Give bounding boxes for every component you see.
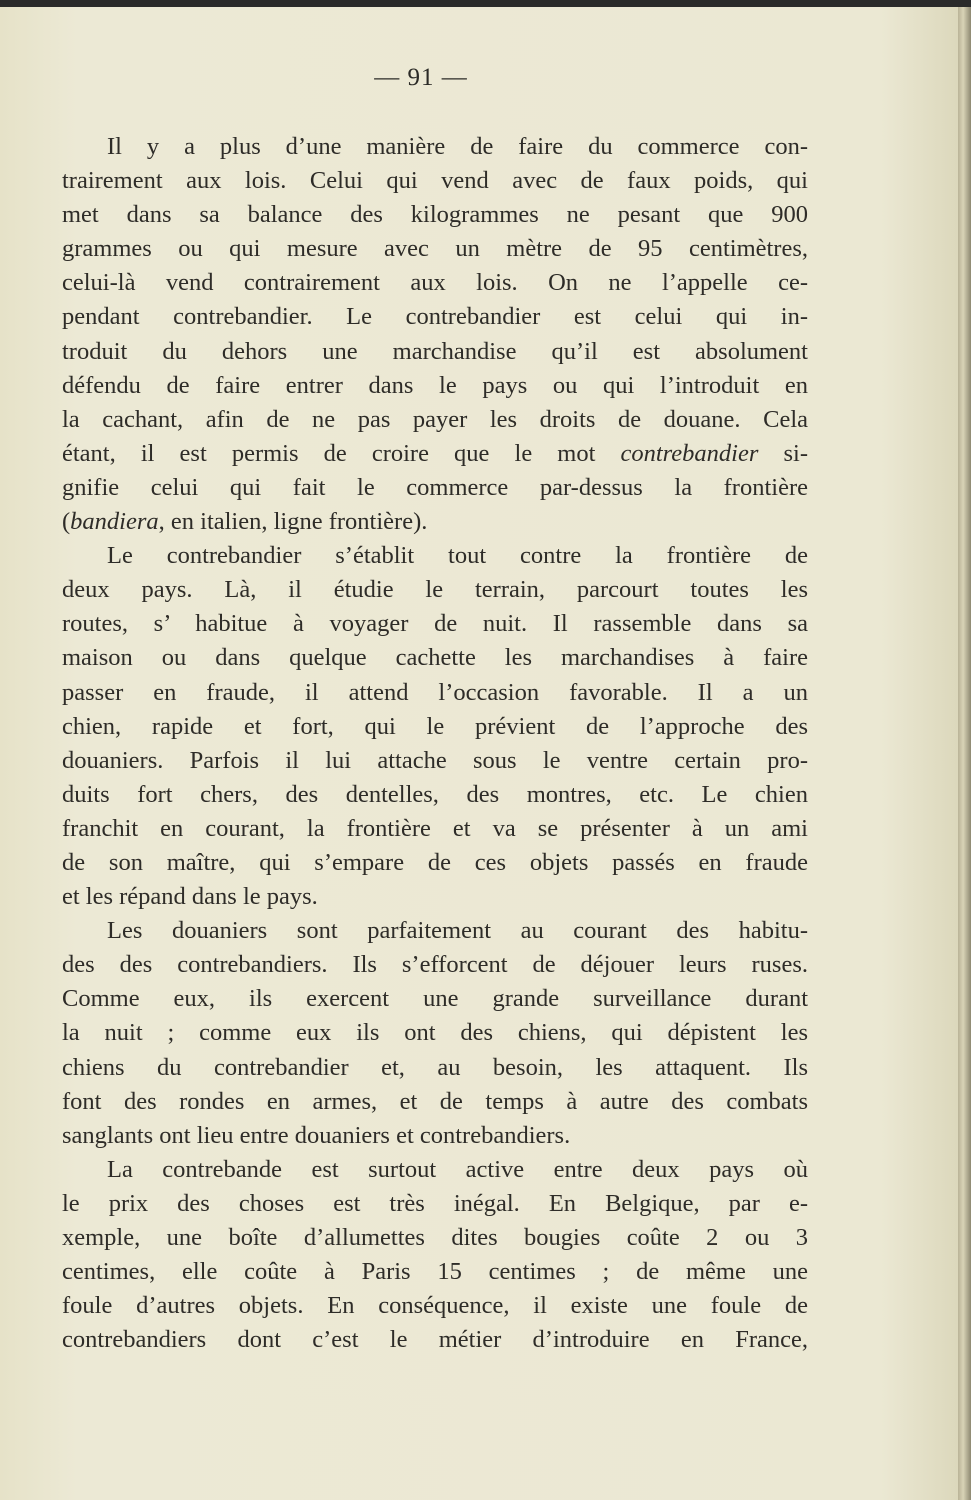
text-line: xemple, une boîte d’allumettes dites bougies coûte 2 ou 3 xyxy=(62,1224,808,1251)
text-line: douaniers. Parfois il lui attache sous le ventre certain pro- xyxy=(62,746,808,774)
text-line: passer en fraude, il attend l’occasion favorable. Il a un xyxy=(62,678,808,706)
text-line: grammes ou qui mesure avec un mètre de 95 centimètres, xyxy=(62,235,808,263)
text-line: Comme eux, ils exercent une grande surveillance durant xyxy=(62,985,808,1013)
text-line: met dans sa balance des kilogrammes ne pesant que 900 xyxy=(62,201,808,229)
text-line: duits fort chers, des dentelles, des montres, etc. Le chien xyxy=(62,780,808,808)
text-line: la cachant, afin de ne pas payer les droits de douane. Cela xyxy=(62,405,808,433)
text-line: Il y a plus d’une manière de faire du commerce con- xyxy=(107,133,808,160)
text-line: défendu de faire entrer dans le pays ou qui l’introduit en xyxy=(62,371,808,399)
text-line: gnifie celui qui fait le commerce par-dessus la frontière xyxy=(62,473,808,501)
text-line: font des rondes en armes, et de temps à autre des combats xyxy=(62,1087,808,1115)
page-edge xyxy=(958,7,971,1500)
italic-term: bandiera xyxy=(70,508,159,536)
text-line: centimes, elle coûte à Paris 15 centimes ; de même une xyxy=(62,1258,808,1286)
text-line: sanglants ont lieu entre douaniers et contrebandiers. xyxy=(62,1121,571,1149)
text-line: celui-là vend contrairement aux lois. On ne l’appelle ce- xyxy=(62,269,808,297)
text-line: la nuit ; comme eux ils ont des chiens, qui dépistent les xyxy=(62,1019,808,1047)
page-number: — 91 — xyxy=(374,64,468,91)
text-segment: , en italien, ligne frontière). xyxy=(158,508,428,536)
text-line: pendant contrebandier. Le contrebandier est celui qui in- xyxy=(62,303,808,331)
text-line: Le contrebandier s’établit tout contre la frontière de xyxy=(107,542,808,570)
text-line xyxy=(62,437,808,471)
text-line: trairement aux lois. Celui qui vend avec de faux poids, qui xyxy=(62,167,808,195)
text-line: chiens du contrebandier et, au besoin, les attaquent. Ils xyxy=(62,1053,808,1081)
text-line: Les douaniers sont parfaitement au courant des habitu- xyxy=(107,917,808,945)
text-segment: si- xyxy=(758,439,808,467)
text-line: troduit du dehors une marchandise qu’il est absolument xyxy=(62,337,808,365)
body-text xyxy=(62,130,808,1357)
text-line: franchit en courant, la frontière et va se présenter à un ami xyxy=(62,814,808,842)
text-segment: ( xyxy=(62,508,71,536)
text-line: deux pays. Là, il étudie le terrain, parcourt toutes les xyxy=(62,576,808,604)
text-line xyxy=(62,505,808,539)
text-line: contrebandiers dont c’est le métier d’introduire en France, xyxy=(62,1326,808,1354)
text-line: chien, rapide et fort, qui le prévient de l’approche des xyxy=(62,712,808,740)
text-line: de son maître, qui s’empare de ces objets passés en fraude xyxy=(62,848,808,876)
text-line: La contrebande est surtout active entre deux pays où xyxy=(107,1155,808,1183)
text-line: maison ou dans quelque cachette les marchandises à faire xyxy=(62,644,808,672)
text-line: routes, s’ habitue à voyager de nuit. Il rassemble dans sa xyxy=(62,610,808,638)
text-line: le prix des choses est très inégal. En Belgique, par e- xyxy=(62,1189,808,1217)
text-line: foule d’autres objets. En conséquence, il existe une foule de xyxy=(62,1292,808,1320)
text-segment: étant, il est permis de croire que le mot xyxy=(62,439,621,467)
text-line: et les répand dans le pays. xyxy=(62,883,318,911)
text-line: des des contrebandiers. Ils s’efforcent de déjouer leurs ruses. xyxy=(62,951,808,979)
italic-term: contrebandier xyxy=(620,439,759,467)
